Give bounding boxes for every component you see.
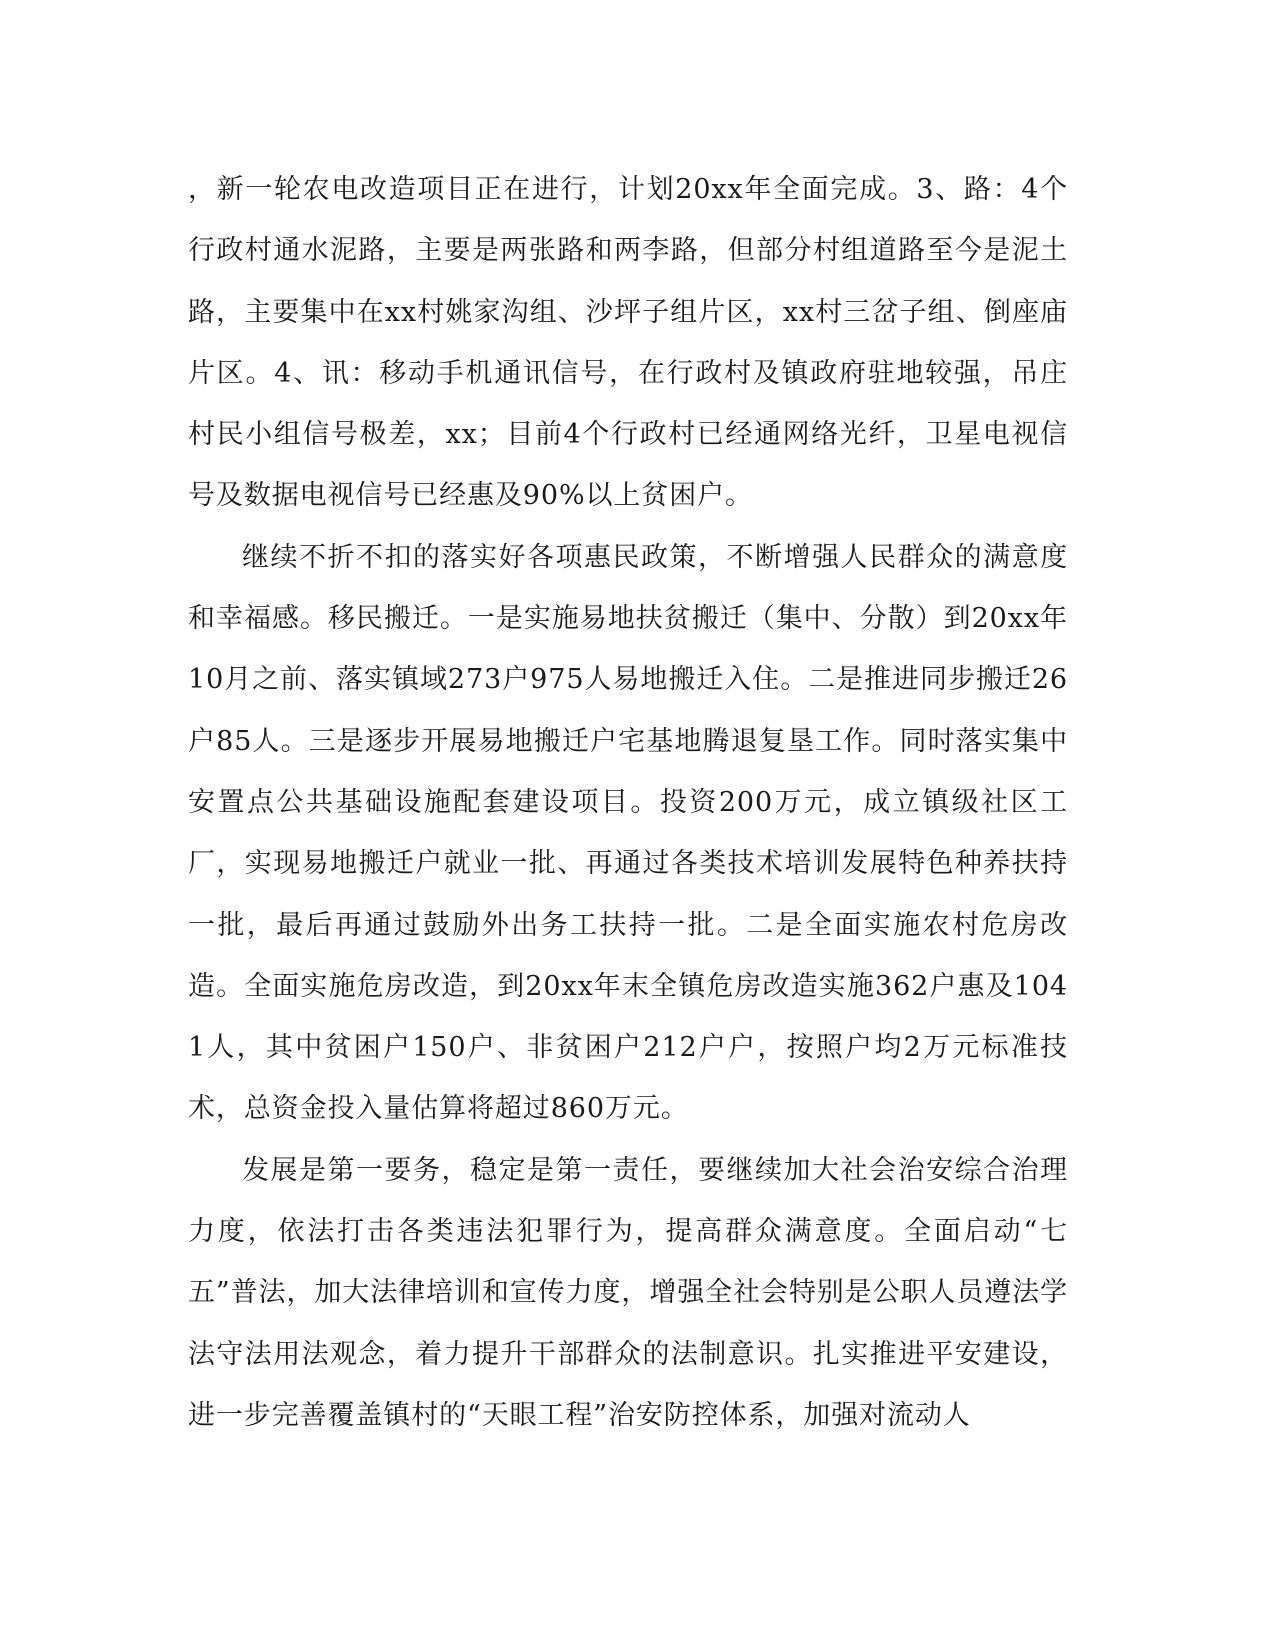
paragraph-3: 发展是第一要务，稳定是第一责任，要继续加大社会治安综合治理力度，依法打击各类违法犯罪行为，提高群众满意度。全面启动“七五”普法，加大法律培训和宣传力度，增强全社会特别是公职人员遵法学法守法用法观念，着力提升干部群众的法制意识。扎实推进平安建设，进一步完善覆盖镇村的“天眼工程”治安防控体系，加强对流动人 bbox=[188, 1154, 1068, 1431]
paragraph-1: ，新一轮农电改造项目正在进行，计划20xx年全面完成。3、路：4个行政村通水泥路，主要是两张路和两李路，但部分村组道路至今是泥土路，主要集中在xx村姚家沟组、沙坪子组片区，xx村三岔子组、倒座庙片区。4、讯：移动手机通讯信号，在行政村及镇政府驻地较强，吊庄村民小组信号极差，xx；目前4个行政村已经通网络光纤，卫星电视信号及数据电视信号已经惠及90%以上贫困户。 bbox=[188, 174, 1068, 512]
paragraph-2: 继续不折不扣的落实好各项惠民政策，不断增强人民群众的满意度和幸福感。移民搬迁。一是实施易地扶贫搬迁（集中、分散）到20xx年10月之前、落实镇域273户975人易地搬迁入住。二是推进同步搬迁26户85人。三是逐步开展易地搬迁户宅基地腾退复垦工作。同时落实集中安置点公共基础设施配套建设项目。投资200万元，成立镇级社区工厂，实现易地搬迁户就业一批、再通过各类技术培训发展特色种养扶持一批，最后再通过鼓励外出务工扶持一批。二是全面实施农村危房改造。全面实施危房改造，到20xx年末全镇危房改造实施362户惠及1041人，其中贫困户150户、非贫困户212户户，按照户均2万元标准技术，总资金投入量估算将超过860万元。 bbox=[188, 541, 1068, 1125]
document-body bbox=[188, 159, 1068, 1446]
